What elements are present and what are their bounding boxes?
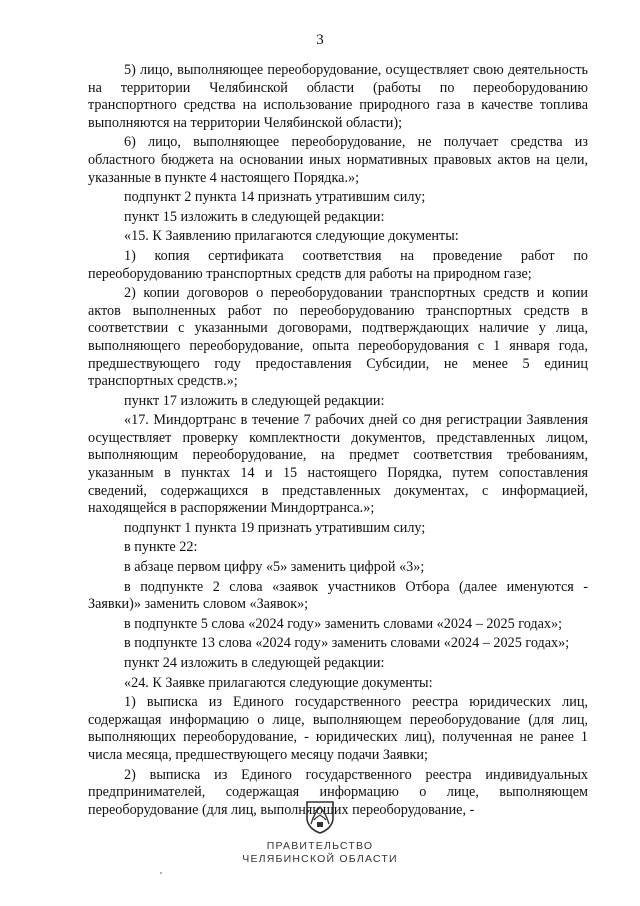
paragraph: 2) выписка из Единого государственного реестра индивидуальных предпринимателей, содержащая информацию о лице, выполняющем переоборудование (для лиц, выполняющих переоборудование, - [88,766,588,818]
paragraph: в подпункте 5 слова «2024 году» заменить словами «2024 – 2025 годах»; [124,615,563,632]
paragraph: подпункт 2 пункта 14 признать утратившим силу; [124,189,426,206]
footer-line-2: ЧЕЛЯБИНСКОЙ ОБЛАСТИ [242,853,398,865]
scan-speck [160,872,162,874]
paragraph: 5) лицо, выполняющее переоборудование, осуществляет свою деятельность на территории Челябинской области (работы по переоборудованию транспортного средства на использование природного газа в качестве топлива выполняются на территории Челябинской области); [88,62,588,131]
paragraph: в пункте 22: [124,539,198,556]
paragraph: 1) копия сертификата соответствия на проведение работ по переоборудованию транспортных средств для работы на природном газе; [88,247,588,282]
page-number: 3 [316,32,324,48]
paragraph: пункт 17 изложить в следующей редакции: [124,392,385,409]
paragraph: 1) выписка из Единого государственного реестра юридических лиц, содержащая информацию о лице, выполняющем переоборудование (для лиц, выполняющих переоборудование, - юридических лиц), полученная не ранее 1 числа месяца, предшествующего месяцу подачи Заявки; [88,694,588,763]
paragraph: «24. К Заявке прилагаются следующие документы: [124,674,433,691]
paragraph: «15. К Заявлению прилагаются следующие документы: [124,228,459,245]
paragraph: пункт 24 изложить в следующей редакции: [124,655,385,671]
footer-line-1: ПРАВИТЕЛЬСТВО [266,840,374,852]
coat-of-arms-icon [305,800,335,834]
paragraph: в абзаце первом цифру «5» заменить цифрой «3»; [124,559,425,576]
paragraph: 6) лицо, выполняющее переоборудование, не получает средства из областного бюджета на основании иных нормативных правовых актов на цели, указанные в пункте 4 настоящего Порядка.»; [88,134,588,186]
paragraph: в подпункте 13 слова «2024 году» заменить словами «2024 – 2025 годах»; [124,635,570,652]
paragraph: в подпункте 2 слова «заявок участников Отбора (далее именуются - Заявки)» заменить словом «Заявок»; [88,578,588,613]
paragraph: «17. Миндортранс в течение 7 рабочих дней со дня регистрации Заявления осуществляет проверку комплектности документов, представленных лицом, выполняющим переоборудование, на предмет соответствия требованиям, указанным в пунктах 14 и 15 настоящего Порядка, путем сопоставления сведений, содержащихся в представленных документах, с информацией, находящейся в распоряжении Миндортранса.»; [88,412,588,517]
government-footer [0,800,640,866]
document-body [88,62,588,821]
paragraph: пункт 15 изложить в следующей редакции: [124,208,385,225]
paragraph: подпункт 1 пункта 19 признать утратившим силу; [124,519,426,536]
paragraph: 2) копии договоров о переоборудовании транспортных средств и копии актов выполненных работ по переоборудованию транспортных средств в соответствии с указанными договорами, подтверждающих наличие у лица, выполняющего переоборудование, опыта переоборудования с 1 января года, предшествующего году предоставления Субсидии, не менее 5 единиц транспортных средств.»; [88,285,588,390]
